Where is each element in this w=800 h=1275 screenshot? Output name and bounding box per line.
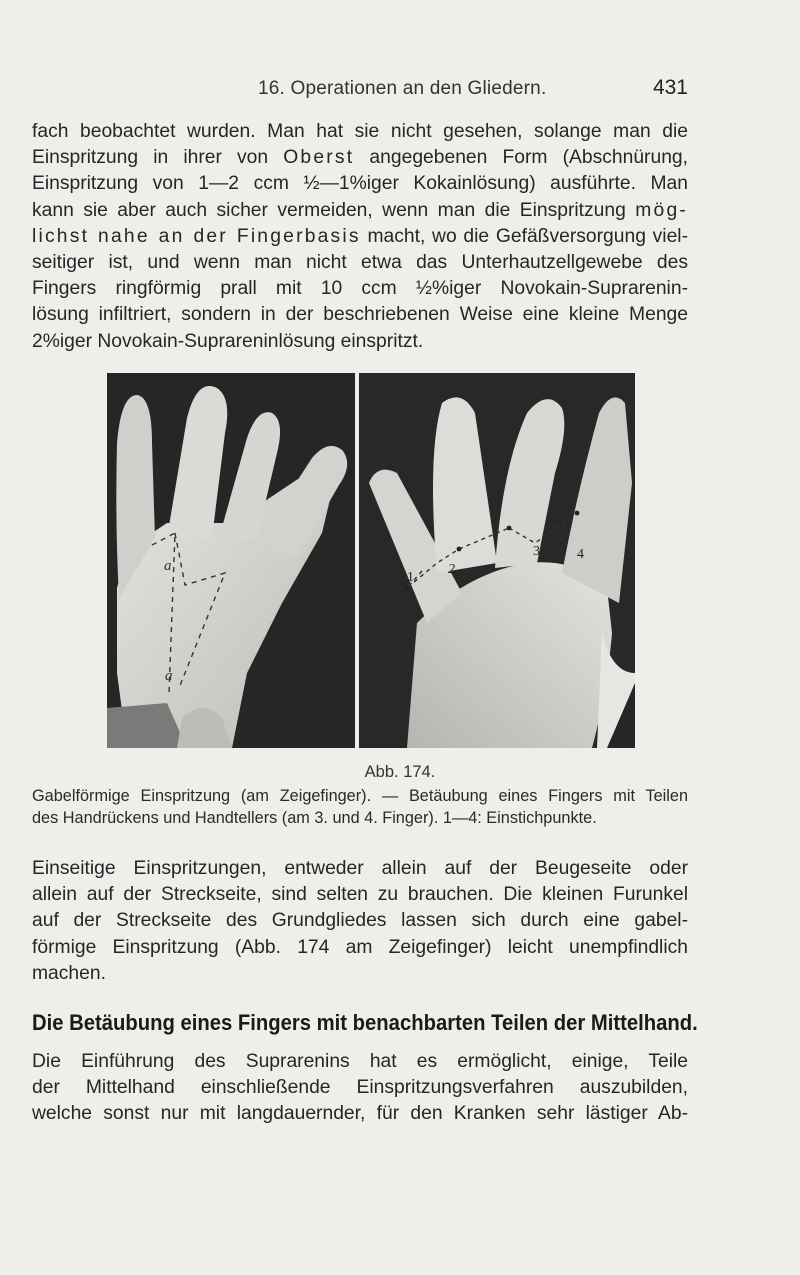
injection-label-1: 1: [407, 570, 414, 585]
text-line: machen.: [32, 962, 106, 984]
figure-caption: [32, 786, 688, 830]
injection-label-4: 4: [577, 547, 584, 562]
text-line: förmige Einspritzung (Abb. 174 am Zeigefinger) leicht unempfindlich: [32, 936, 688, 958]
injection-label-a-lower: a: [165, 668, 173, 684]
text-line: Fingers ringförmig prall mit 10 ccm ½%iger Novokain-Suprarenin-: [32, 278, 688, 300]
text-line: welche sonst nur mit langdauernder, für den Kranken sehr lästiger Ab-: [32, 1103, 688, 1125]
text-line: auf der Streckseite des Grundgliedes lassen sich durch eine gabel-: [32, 910, 688, 932]
figure-number: Abb. 174.: [364, 763, 436, 781]
page-number: 431: [652, 76, 688, 99]
text-line: fach beobachtet wurden. Man hat sie nicht gesehen, solange man die: [32, 121, 688, 142]
left-hand-photo: [107, 373, 355, 748]
text-line: 2%iger Novokain-Suprareninlösung einspritzt.: [32, 330, 424, 352]
hand-photographs: [107, 373, 635, 748]
right-hand-photo: [359, 373, 635, 748]
text-line: allein auf der Streckseite, sind selten zu brauchen. Die kleinen Furunkel: [32, 884, 688, 906]
text-line: Die Einführung des Suprarenins hat es ermöglicht, einige, Teile: [32, 1051, 688, 1072]
section-heading: Die Betäubung eines Fingers mit benachbarten Teilen der Mittelhand.: [32, 1010, 698, 1035]
text-line: seitiger ist, und wenn man nicht etwa das Unterhautzellgewebe des: [32, 252, 688, 274]
text-line: lösung infiltriert, sondern in der beschriebenen Weise eine kleine Menge: [32, 304, 688, 326]
text-line: Einseitige Einspritzungen, entweder allein auf der Beugeseite oder: [32, 858, 688, 879]
text-line: der Mittelhand einschließende Einspritzungsverfahren auszubilden,: [32, 1077, 688, 1099]
injection-label-3: 3: [533, 544, 540, 559]
caption-line: des Handrückens und Handtellers (am 3. und 4. Finger). 1—4: Einstichpunkte.: [32, 808, 597, 827]
caption-line: Gabelförmige Einspritzung (am Zeigefinger). — Betäubung eines Fingers mit Teilen: [32, 787, 688, 805]
page-header: [32, 74, 688, 104]
text-line: Einspritzung in ihrer von Oberst angegebenen Form (Abschnürung,: [32, 147, 688, 169]
paragraph-3: [32, 1049, 688, 1128]
paragraph-2: [32, 856, 688, 987]
text-line: kann sie aber auch sicher vermeiden, wenn man die Einspritzung mög-: [32, 199, 688, 221]
paragraph-1: [32, 119, 688, 355]
text-line: lichst nahe an der Fingerbasis macht, wo die Gefäßversorgung viel-: [32, 225, 688, 247]
text-line: Einspritzung von 1—2 ccm ½—1%iger Kokainlösung) ausführte. Man: [32, 173, 688, 195]
injection-label-2: 2: [448, 562, 455, 577]
injection-label-a-upper: a: [164, 558, 172, 574]
running-title: 16. Operationen an den Gliedern.: [258, 78, 547, 99]
